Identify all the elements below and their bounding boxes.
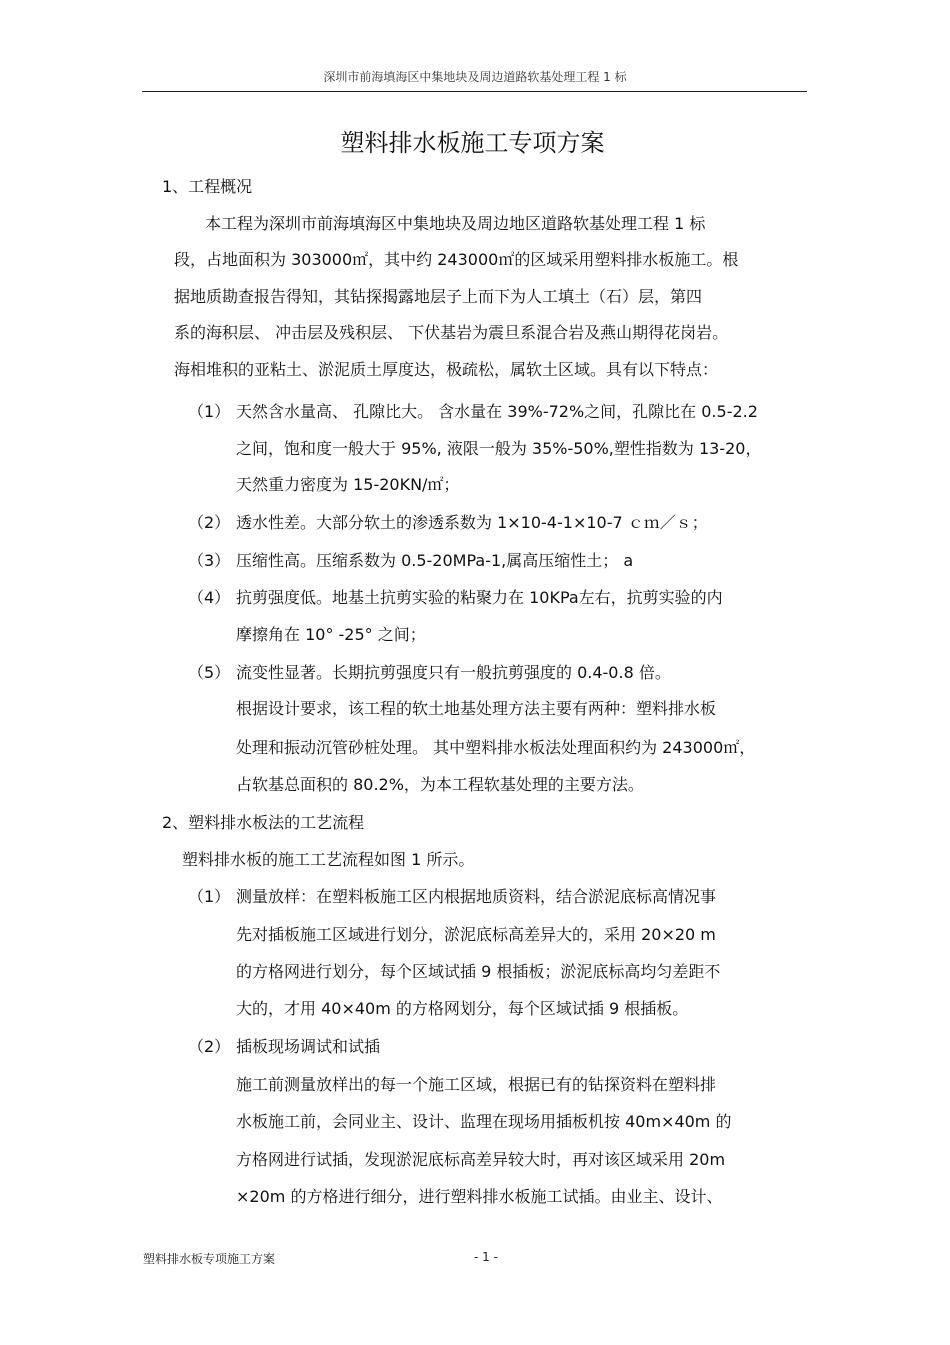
list-item-line: 天然重力密度为 15-20KN/㎡； (236, 475, 460, 494)
list-item-line: 抗剪强度低。地基土抗剪实验的粘聚力在 10KPa左右，抗剪实验的内 (236, 588, 723, 607)
list-item-number: （3） (188, 551, 231, 570)
list-item-line: 方格网进行试插，发现淤泥底标高差异较大时，再对该区域采用 20m (236, 1150, 726, 1169)
paragraph-line: 塑料排水板的施工工艺流程如图 1 所示。 (182, 850, 475, 869)
section-heading: 2、塑料排水板法的工艺流程 (162, 813, 365, 832)
list-item-number: （4） (188, 588, 231, 607)
list-item-number: （2） (188, 1037, 231, 1056)
list-item-number: （1） (188, 402, 231, 421)
list-item-line: 之间，饱和度一般大于 95%, 液限一般为 35%-50%,塑性指数为 13-20， (236, 439, 762, 458)
header-rule (142, 91, 807, 92)
list-item-line: 流变性显著。长期抗剪强度只有一般抗剪强度的 0.4-0.8 倍。 (236, 663, 671, 682)
list-item-line: 插板现场调试和试插 (236, 1037, 381, 1056)
list-item-line: 的方格网进行划分，每个区域试插 9 根插板；淤泥底标高均匀差距不 (236, 962, 721, 981)
list-item-line: ×20m 的方格进行细分，进行塑料排水板施工试插。由业主、设计、 (236, 1187, 723, 1206)
list-item-line: 施工前测量放样出的每一个施工区域，根据已有的钻探资料在塑料排 (236, 1075, 717, 1094)
paragraph-line: 根据设计要求，该工程的软土地基处理方法主要有两种：塑料排水板 (236, 699, 717, 718)
running-footer: 塑料排水板专项施工方案 (143, 1252, 276, 1266)
list-item-line: 先对插板施工区域进行划分，淤泥底标高差异大的，采用 20×20 m (236, 925, 716, 944)
list-item-line: 水板施工前，会同业主、设计、监理在现场用插板机按 40m×40m 的 (236, 1112, 732, 1131)
list-item-line: 测量放样：在塑料板施工区内根据地质资料，结合淤泥底标高情况事 (236, 887, 717, 906)
list-item-line: 透水性差。大部分软土的渗透系数为 1×10-4-1×10-7 ｃｍ／ｓ； (236, 513, 708, 532)
list-item-line: 压缩性高。压缩系数为 0.5-20MPa-1,属高压缩性土； a (236, 551, 634, 570)
list-item-number: （1） (188, 887, 231, 906)
list-item-number: （5） (188, 663, 231, 682)
paragraph-line: 据地质勘查报告得知，其钻探揭露地层子上而下为人工填土（石）层，第四 (174, 287, 703, 306)
document-title: 塑料排水板施工专项方案 (340, 129, 605, 157)
running-header: 深圳市前海填海区中集地块及周边道路软基处理工程 1 标 (323, 70, 627, 84)
page-number: - 1 - (474, 1250, 498, 1264)
list-item-line: 摩擦角在 10° -25° 之间； (236, 625, 426, 644)
list-item-line: 天然含水量高、 孔隙比大。 含水量在 39%-72%之间，孔隙比在 0.5-2.2 (236, 402, 758, 421)
section-heading: 1、工程概况 (162, 177, 253, 196)
list-item-number: （2） (188, 513, 231, 532)
paragraph-line: 海相堆积的亚粘土、淤泥质土厚度达，极疏松，属软土区域。具有以下特点： (174, 360, 719, 379)
paragraph-line: 系的海积层、 冲击层及残积层、 下伏基岩为震旦系混合岩及燕山期得花岗岩。 (174, 323, 729, 342)
paragraph-line: 占软基总面积的 80.2%，为本工程软基处理的主要方法。 (236, 775, 644, 794)
paragraph-line: 本工程为深圳市前海填海区中集地块及周边地区道路软基处理工程 1 标 (205, 214, 706, 233)
paragraph-line: 处理和振动沉管砂桩处理。 其中塑料排水板法处理面积约为 243000㎡， (236, 738, 756, 757)
paragraph-line: 段，占地面积为 303000㎡，其中约 243000㎡的区域采用塑料排水板施工。根 (174, 250, 739, 269)
list-item-line: 大的，才用 40×40m 的方格网划分，每个区域试插 9 根插板。 (236, 999, 689, 1018)
